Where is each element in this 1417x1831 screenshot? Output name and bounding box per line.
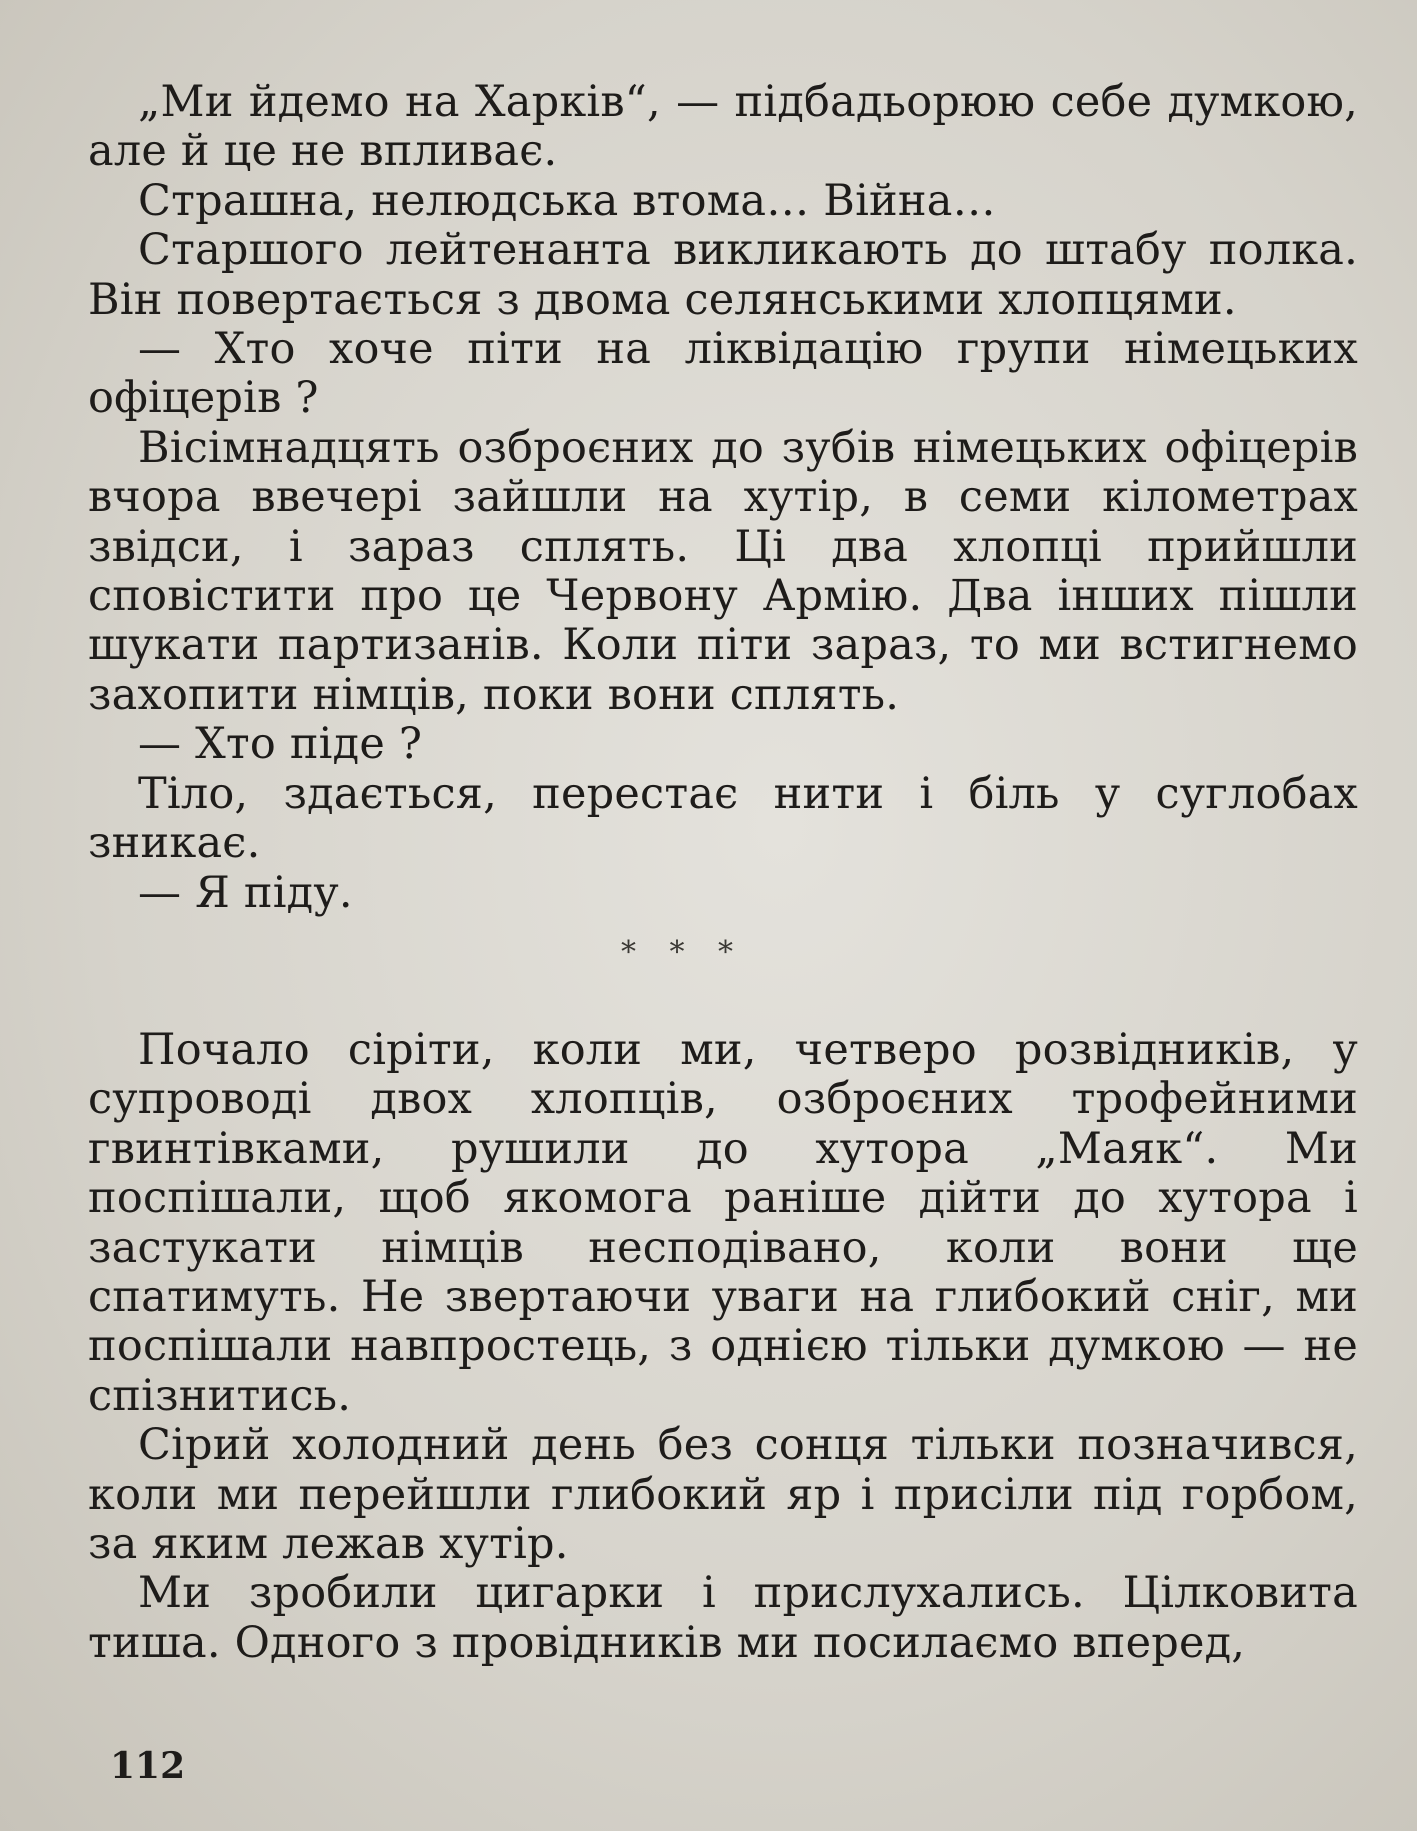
paragraph: Ми зробили цигарки і прислухались. Цілковита тиша. Одного з провідників ми посилаємо вперед, — [88, 1568, 1358, 1668]
paragraph: Сірий холодний день без сонця тільки позначився, коли ми перейшли глибокий яр і присіли під горбом, за яким лежав хутір. — [88, 1420, 1358, 1569]
section-gap — [88, 988, 1358, 1026]
body-text — [88, 78, 1358, 1668]
dialogue-line: — Хто піде ? — [138, 719, 423, 770]
paragraph: „Ми йдемо на Харків“, — підбадьорюю себе думкою, але й це не впливає. — [88, 77, 1358, 177]
dialogue-line: — Хто хоче піти на ліквідацію групи німецьких офіцерів ? — [88, 324, 1358, 424]
paragraph: Вісімнадцять озброєних до зубів німецьких офіцерів вчора ввечері зайшли на хутір, в семи кілометрах звідси, і зараз сплять. Ці два хлопці прийшли сповістити про це Червону Армію. Два інших пішли шукати партизанів. Коли піти зараз, то ми встигнемо захопити німців, поки вони сплять. — [88, 422, 1358, 720]
paragraph: Тіло, здається, перестає нити і біль у суглобах зникає. — [88, 768, 1358, 869]
dialogue-line: — Я піду. — [138, 867, 353, 918]
section-separator: * * * — [620, 934, 746, 970]
paragraph: Страшна, нелюдська втома… Війна… — [138, 175, 996, 226]
paragraph: Старшого лейтенанта викликають до штабу полка. Він повертається з двома селянськими хлопцями. — [88, 225, 1358, 325]
paragraph: Почало сіріти, коли ми, четверо розвідників, у супроводі двох хлопців, озброєних трофейними гвинтівками, рушили до хутора „Маяк“. Ми поспішали, щоб якомога раніше дійти до хутора і застукати німців несподівано, коли вони ще спатимуть. Не звертаючи уваги на глибокий сніг, ми поспішали навпростець, з однією тільки думкою — не спізнитись. — [88, 1024, 1358, 1421]
page-number: 112 — [110, 1745, 186, 1787]
